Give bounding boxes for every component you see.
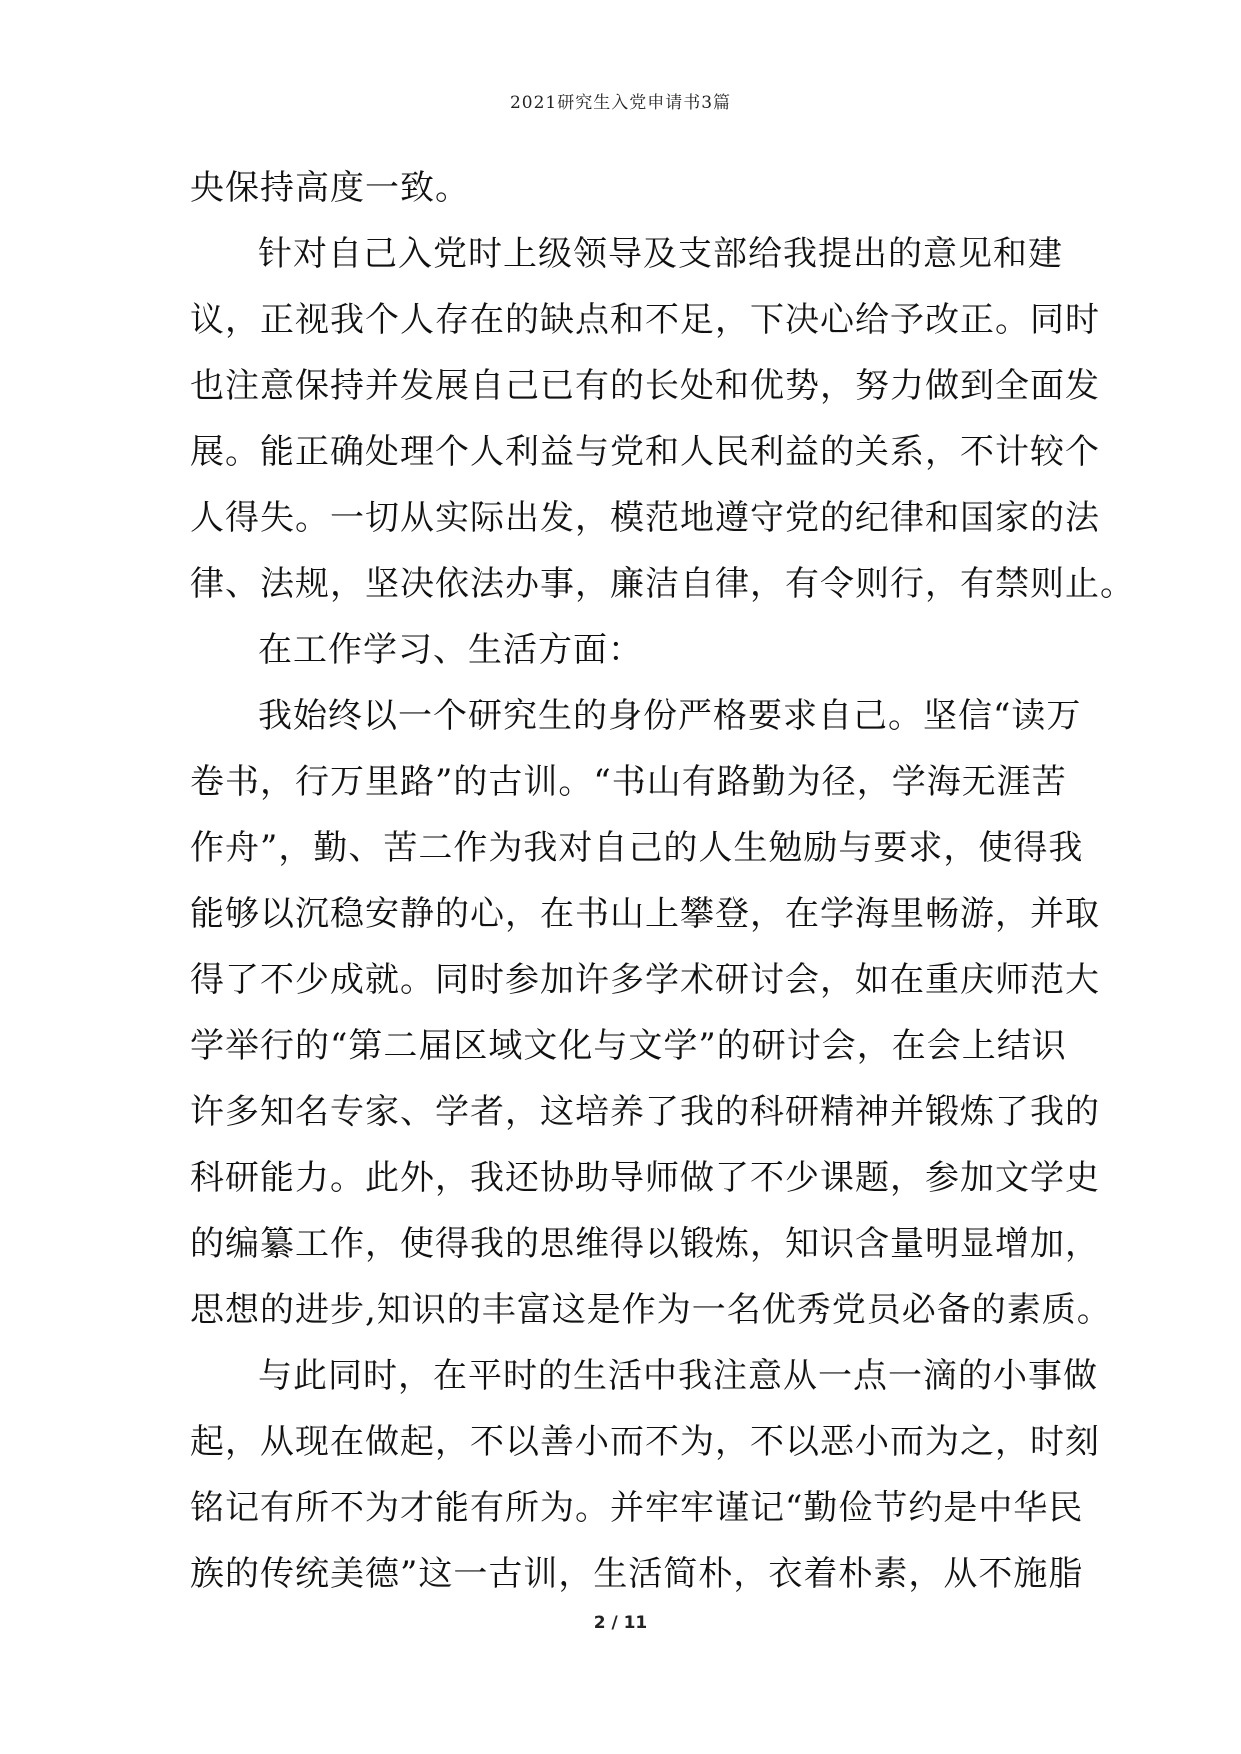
body-line: 思想的进步,知识的丰富这是作为一名优秀党员必备的素质。: [190, 1290, 1112, 1330]
body-line: 议，正视我个人存在的缺点和不足，下决心给予改正。同时: [190, 300, 1100, 340]
page-number: 2 / 11: [593, 1613, 648, 1633]
body-line: 针对自己入党时上级领导及支部给我提出的意见和建: [258, 234, 1063, 274]
body-line: 我始终以一个研究生的身份严格要求自己。坚信“读万: [258, 696, 1082, 736]
body-line: 在工作学习、生活方面：: [258, 630, 643, 670]
body-line: 能够以沉稳安静的心，在书山上攀登，在学海里畅游，并取: [190, 894, 1100, 934]
body-line: 律、法规，坚决依法办事，廉洁自律，有令则行，有禁则止。: [190, 564, 1135, 604]
body-line: 得了不少成就。同时参加许多学术研讨会，如在重庆师范大: [190, 960, 1100, 1000]
body-line: 的编纂工作，使得我的思维得以锻炼，知识含量明显增加，: [190, 1224, 1100, 1264]
body-line: 族的传统美德”这一古训，生活简朴，衣着朴素，从不施脂: [190, 1554, 1084, 1594]
document-body: [190, 155, 1135, 1607]
body-line: 作舟”，勤、苦二作为我对自己的人生勉励与要求，使得我: [190, 828, 1084, 868]
body-line: 许多知名专家、学者，这培养了我的科研精神并锻炼了我的: [190, 1092, 1100, 1132]
body-line: 铭记有所不为才能有所为。并牢牢谨记“勤俭节约是中华民: [190, 1488, 1084, 1528]
body-line: 起，从现在做起，不以善小而不为，不以恶小而为之，时刻: [190, 1422, 1100, 1462]
body-line: 卷书，行万里路”的古训。“书山有路勤为径，学海无涯苦: [190, 762, 1067, 802]
page-header-title: 2021研究生入党申请书3篇: [509, 93, 732, 113]
body-line: 人得失。一切从实际出发，模范地遵守党的纪律和国家的法: [190, 498, 1100, 538]
body-line: 与此同时，在平时的生活中我注意从一点一滴的小事做: [258, 1356, 1098, 1396]
body-line: 学举行的“第二届区域文化与文学”的研讨会，在会上结识: [190, 1026, 1067, 1066]
body-line: 科研能力。此外，我还协助导师做了不少课题，参加文学史: [190, 1158, 1100, 1198]
body-line: 央保持高度一致。: [190, 168, 470, 208]
body-line: 也注意保持并发展自己已有的长处和优势，努力做到全面发: [190, 366, 1100, 406]
body-line: 展。能正确处理个人利益与党和人民利益的关系，不计较个: [190, 432, 1100, 472]
